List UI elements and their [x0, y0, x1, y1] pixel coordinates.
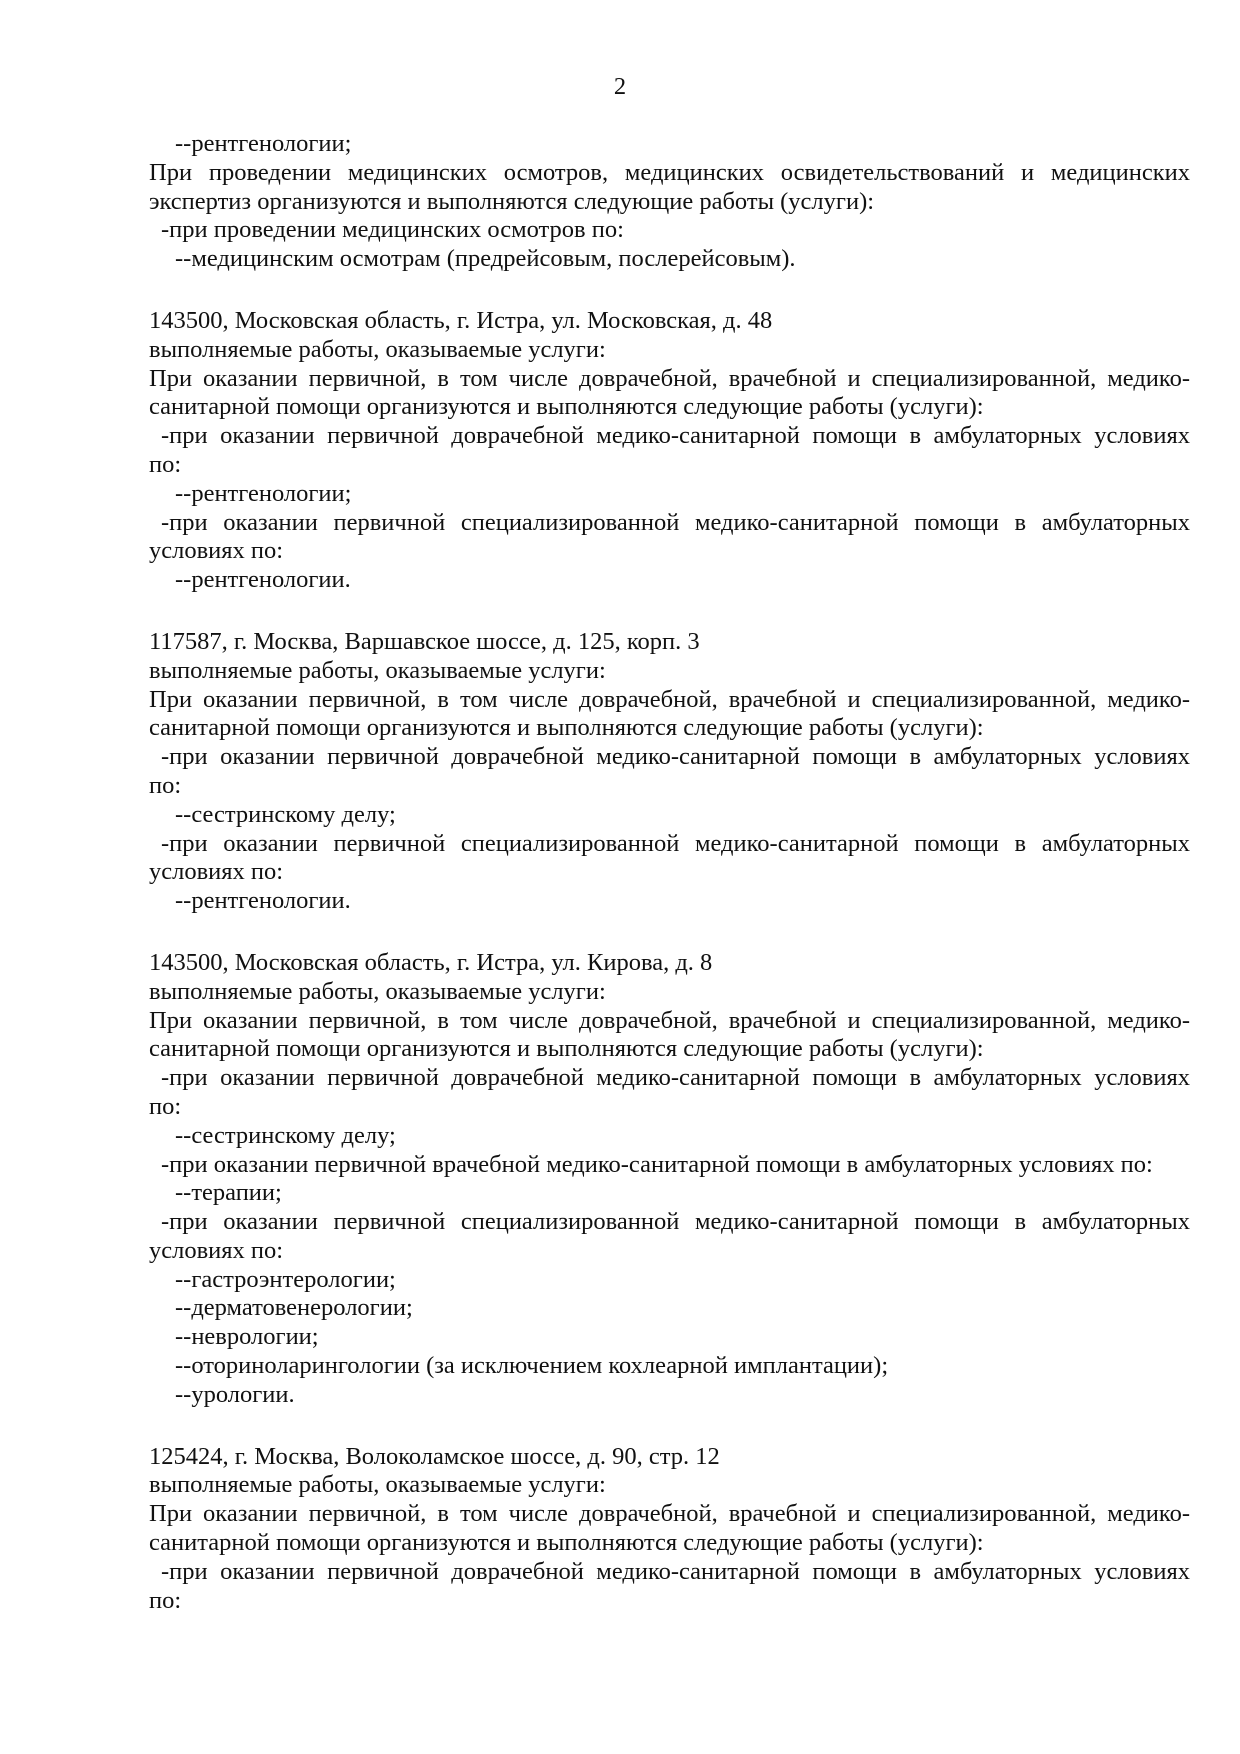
text-line: --терапии;: [175, 1179, 282, 1207]
address-line: 117587, г. Москва, Варшавское шоссе, д. 125, корп. 3: [149, 627, 700, 655]
text-line: При оказании первичной, в том числе доврачебной, врачебной и специализированной, медико-: [149, 1500, 1190, 1528]
text-line: выполняемые работы, оказываемые услуги:: [149, 335, 606, 363]
text-line: санитарной помощи организуются и выполняются следующие работы (услуги):: [149, 393, 984, 421]
text-line: санитарной помощи организуются и выполняются следующие работы (услуги):: [149, 1035, 984, 1063]
address-line: 125424, г. Москва, Волоколамское шоссе, д. 90, стр. 12: [149, 1442, 720, 1470]
page-number: 2: [613, 73, 627, 100]
text-line: --рентгенологии.: [175, 887, 351, 915]
text-line: выполняемые работы, оказываемые услуги:: [149, 656, 606, 684]
text-line: выполняемые работы, оказываемые услуги:: [149, 1471, 606, 1499]
text-line: санитарной помощи организуются и выполняются следующие работы (услуги):: [149, 1529, 984, 1557]
text-line: по:: [149, 450, 182, 478]
address-block: [149, 628, 1190, 916]
text-line: условиях по:: [149, 537, 284, 565]
text-line: по:: [149, 771, 182, 799]
text-line: --рентгенологии;: [175, 130, 352, 157]
text-line: При проведении медицинских осмотров, медицинских освидетельствований и медицинских: [149, 158, 1190, 186]
document-body: [149, 130, 1190, 1615]
text-line: по:: [149, 1586, 182, 1614]
address-block: [149, 949, 1190, 1410]
text-line: санитарной помощи организуются и выполняются следующие работы (услуги):: [149, 714, 984, 742]
text-line: -при оказании первичной доврачебной медико-санитарной помощи в амбулаторных условиях: [161, 1557, 1190, 1585]
address-block: [149, 130, 1190, 274]
text-line: по:: [149, 1092, 182, 1120]
text-line: --сестринскому делу;: [175, 800, 396, 828]
text-line: -при оказании первичной специализированной медико-санитарной помощи в амбулаторных: [161, 829, 1190, 857]
text-line: -при оказании первичной специализированной медико-санитарной помощи в амбулаторных: [161, 508, 1190, 536]
text-line: -при оказании первичной доврачебной медико-санитарной помощи в амбулаторных условиях: [161, 743, 1190, 771]
text-line: -при оказании первичной специализированной медико-санитарной помощи в амбулаторных: [161, 1208, 1190, 1236]
text-line: --сестринскому делу;: [175, 1121, 396, 1149]
address-block: [149, 307, 1190, 595]
text-line: --медицинским осмотрам (предрейсовым, послерейсовым).: [175, 245, 796, 273]
text-line: --дерматовенерологии;: [175, 1294, 413, 1322]
text-line: -при проведении медицинских осмотров по:: [161, 216, 624, 244]
text-line: --рентгенологии;: [175, 479, 352, 507]
text-line: условиях по:: [149, 1236, 284, 1264]
text-line: --урологии.: [175, 1380, 295, 1408]
address-line: 143500, Московская область, г. Истра, ул. Московская, д. 48: [149, 306, 773, 334]
text-line: условиях по:: [149, 858, 284, 886]
text-line: выполняемые работы, оказываемые услуги:: [149, 977, 606, 1005]
address-block: [149, 1443, 1190, 1616]
text-line: При оказании первичной, в том числе доврачебной, врачебной и специализированной, медико-: [149, 364, 1190, 392]
text-line: При оказании первичной, в том числе доврачебной, врачебной и специализированной, медико-: [149, 685, 1190, 713]
text-line: экспертиз организуются и выполняются следующие работы (услуги):: [149, 187, 875, 215]
text-line: -при оказании первичной врачебной медико-санитарной помощи в амбулаторных условиях по:: [161, 1150, 1153, 1178]
text-line: -при оказании первичной доврачебной медико-санитарной помощи в амбулаторных условиях: [161, 422, 1190, 450]
text-line: --неврологии;: [175, 1323, 319, 1351]
text-line: --рентгенологии.: [175, 566, 351, 594]
address-line: 143500, Московская область, г. Истра, ул. Кирова, д. 8: [149, 948, 713, 976]
text-line: --гастроэнтерологии;: [175, 1265, 396, 1293]
text-line: При оказании первичной, в том числе доврачебной, врачебной и специализированной, медико-: [149, 1006, 1190, 1034]
text-line: --оториноларингологии (за исключением кохлеарной имплантации);: [175, 1352, 889, 1380]
text-line: -при оказании первичной доврачебной медико-санитарной помощи в амбулаторных условиях: [161, 1064, 1190, 1092]
